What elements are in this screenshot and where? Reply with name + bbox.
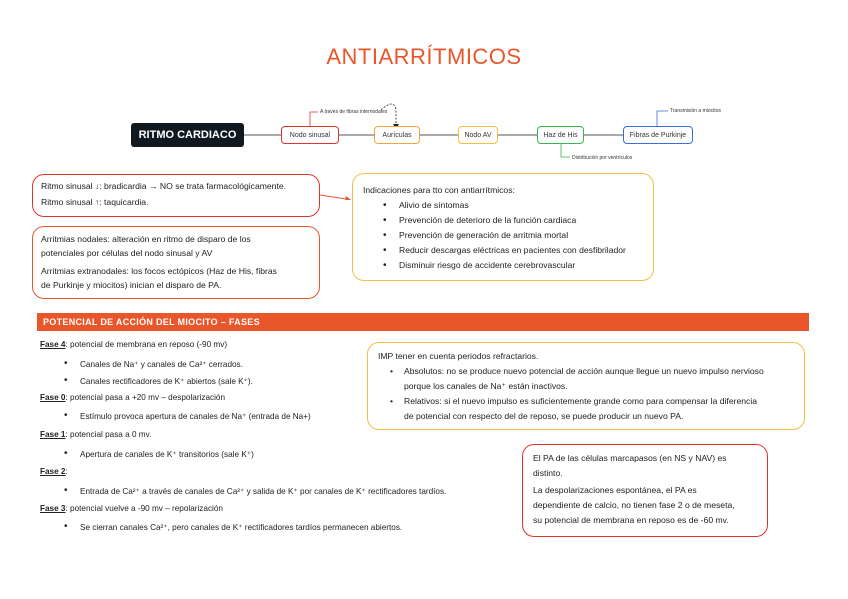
imp-box	[367, 342, 805, 430]
phase-3-bullet-1: • Se cierran canales Ca²⁺, pero canales de K⁺ rectificadores tardíos permanecen abiertos.	[80, 522, 402, 532]
pa-marcapasos-box	[522, 444, 768, 537]
section-title-bar: POTENCIAL DE ACCIÓN DEL MIOCITO – FASES	[37, 313, 809, 331]
pa-line-1: El PA de las células marcapasos (en NS y NAV) es	[533, 453, 727, 463]
phase-4-text: : potencial de membrana en reposo (-90 mv)	[65, 340, 228, 349]
node-haz-de-his: Haz de His	[537, 126, 584, 144]
page-title: ANTIARRÍTMICOS	[326, 44, 522, 69]
node-auriculas: Aurículas	[374, 126, 420, 144]
node-nodo-sinusal: Nodo sinusal	[281, 126, 339, 144]
arritmias-line-2b: de Purkinje y miocitos) inician el disparo de PA.	[41, 280, 222, 290]
arritmias-box	[32, 226, 320, 299]
node-fibras-purkinje: Fibras de Purkinje	[623, 126, 693, 144]
ritmo-line-2: Ritmo sinusal ↑: taquicardia.	[41, 197, 149, 207]
phase-4-bullet-1: • Canales de Na⁺ y canales de Ca²⁺ cerrados.	[80, 359, 243, 369]
indicaciones-box	[352, 173, 654, 281]
ritmo-cardiaco-node: RITMO CARDIACO	[131, 123, 244, 147]
phase-0-text: : potencial pasa a +20 mv – despolarización	[65, 393, 226, 402]
phase-0	[40, 393, 225, 402]
pa-line-2: distinto.	[533, 468, 563, 478]
flow-connectors	[0, 0, 848, 200]
phase-2-text: :	[65, 467, 68, 476]
imp-bullet-2a	[390, 394, 794, 409]
bullet-dot: •	[390, 396, 394, 406]
indicacion-item: • Reducir descargas eléctricas en pacientes con desfibrilador	[399, 243, 643, 258]
pa-line-5: su potencial de membrana en reposo es de -60 mv.	[533, 515, 729, 525]
arritmias-line-1b: potenciales por células del nodo sinusal y AV	[41, 248, 213, 258]
indicacion-item: • Alivio de síntomas	[399, 198, 643, 213]
note-transmission: Transmisión a miocitos	[670, 108, 721, 114]
imp-bullet-1b: porque los canales de Na⁺ están inactivos.	[404, 381, 568, 391]
phase-4	[40, 340, 227, 349]
phase-2	[40, 467, 68, 476]
phase-0-label: Fase 0	[40, 393, 66, 402]
indicacion-item: • Disminuir riesgo de accidente cerebrovascular	[399, 258, 643, 273]
indicaciones-heading: Indicaciones para tto con antiarrítmicos:	[363, 185, 515, 195]
note-distribution: Distribución por ventrículos	[572, 155, 633, 161]
imp-relativos-text: Relativos: si el nuevo impulso es suficientemente grande como para compensar la diferencia	[404, 396, 758, 406]
phase-4-bullet-2: • Canales rectificadores de K⁺ abiertos (sale K⁺).	[80, 376, 253, 386]
pa-line-4: dependiente de calcio, no tienen fase 2 o de meseta,	[533, 500, 735, 510]
bullet-dot: •	[390, 366, 394, 376]
imp-absolutos-text: Absolutos: no se produce nuevo potencial de acción aunque llegue un nuevo impulso nervioso	[404, 366, 764, 376]
phase-1	[40, 430, 151, 439]
indicacion-item: • Prevención de deterioro de la función cardiaca	[399, 213, 643, 228]
arritmias-line-2a: Arritmias extranodales: los focos ectópicos (Haz de His, fibras	[41, 266, 277, 276]
indicacion-item: • Prevención de generación de arritmia mortal	[399, 228, 643, 243]
phase-3-text: : potencial vuelve a -90 mv – repolarización	[65, 504, 223, 513]
note-internodal: A través de fibras internodales	[320, 109, 388, 115]
phase-0-bullet-1: • Estímulo provoca apertura de canales de Na⁺ (entrada de Na+)	[80, 411, 311, 421]
node-nodo-av: Nodo AV	[458, 126, 498, 144]
imp-bullet-2b: de potencial con respecto del de reposo, se puede producir un nuevo PA.	[404, 411, 684, 421]
phase-1-text: : potencial pasa a 0 mv.	[65, 430, 152, 439]
phase-1-bullet-1: • Apertura de canales de K⁺ transitorios (sale K⁺)	[80, 449, 254, 459]
imp-bullet-1a	[390, 364, 794, 379]
ritmo-sinusal-box	[32, 174, 320, 217]
phase-2-label: Fase 2	[40, 467, 66, 476]
phase-3-label: Fase 3	[40, 504, 66, 513]
imp-heading: IMP tener en cuenta periodos refractarios.	[378, 351, 539, 361]
phase-4-label: Fase 4	[40, 340, 66, 349]
arritmias-line-1a: Arritmias nodales: alteración en ritmo de disparo de los	[41, 234, 251, 244]
ritmo-line-1: Ritmo sinusal ↓: bradicardia → NO se trata farmacológicamente.	[41, 181, 287, 191]
pa-line-3: La despolarizaciones espontánea, el PA es	[533, 485, 697, 495]
phase-2-bullet-1: • Entrada de Ca²⁺ a través de canales de Ca²⁺ y salida de K⁺ por canales de K⁺ rectificadores tardíos.	[80, 486, 446, 496]
phase-1-label: Fase 1	[40, 430, 66, 439]
phase-3	[40, 504, 223, 513]
